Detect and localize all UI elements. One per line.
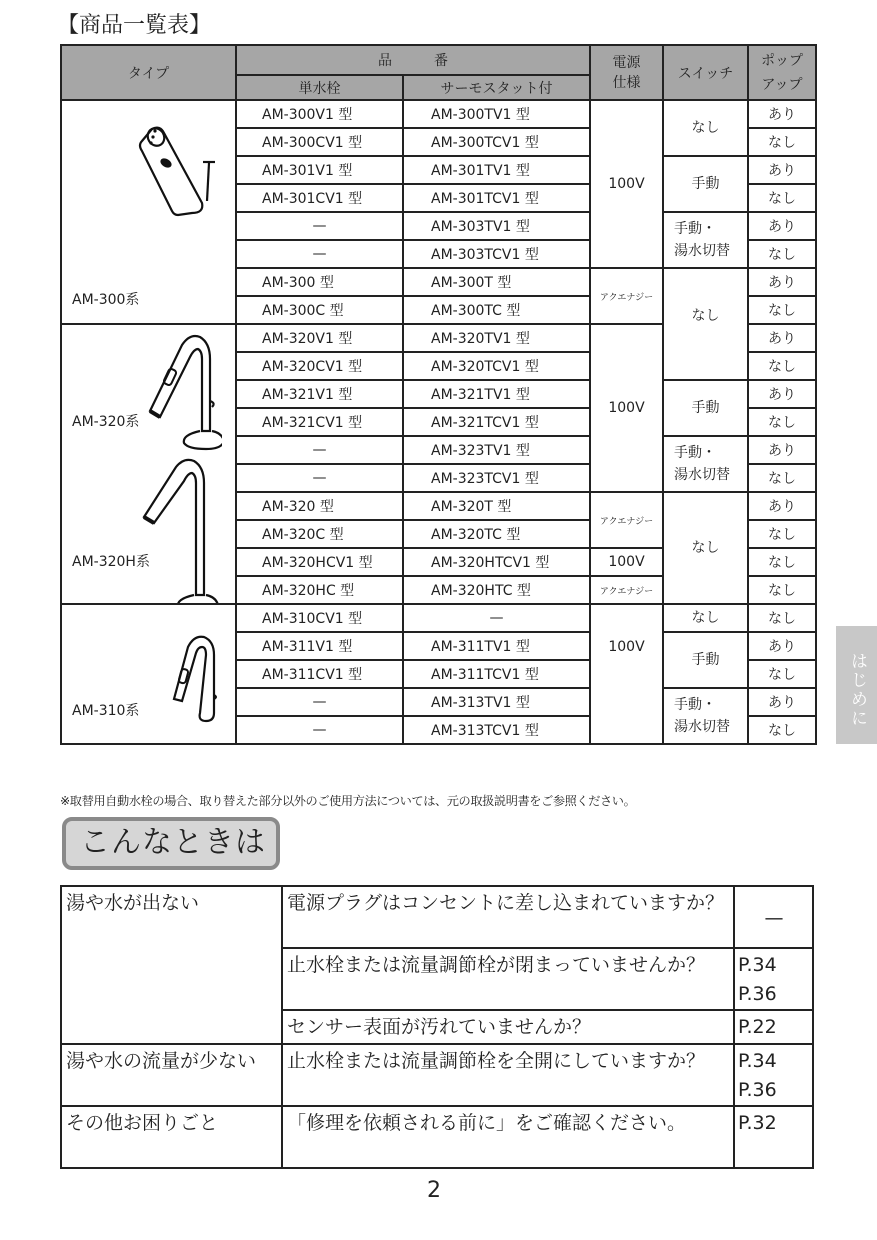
switch-cell: 手動・ 湯水切替 bbox=[663, 436, 748, 492]
single-model: AM-310CV1 型 bbox=[236, 604, 403, 632]
group-label-am300: AM-300系 bbox=[72, 292, 140, 308]
popup-cell: あり bbox=[748, 268, 816, 296]
switch-cell: 手動 bbox=[663, 632, 748, 688]
page-number: 2 bbox=[427, 1178, 441, 1203]
single-model: AM-320CV1 型 bbox=[236, 352, 403, 380]
thermo-model: AM-300T 型 bbox=[403, 268, 590, 296]
faq-ref: P.32 bbox=[734, 1106, 813, 1168]
faq-row bbox=[61, 886, 813, 948]
faq-check: センサー表面が汚れていませんか？ bbox=[282, 1010, 734, 1044]
popup-cell: あり bbox=[748, 324, 816, 352]
thermo-model: AM-300TV1 型 bbox=[403, 100, 590, 128]
power-cell: 100V bbox=[590, 324, 663, 492]
thermo-model: — bbox=[403, 604, 590, 632]
thermo-model: AM-300TC 型 bbox=[403, 296, 590, 324]
thermo-model: AM-323TV1 型 bbox=[403, 436, 590, 464]
header-model-number: 品 番 bbox=[236, 45, 590, 75]
power-cell: 100V bbox=[590, 548, 663, 576]
faq-ref: — bbox=[734, 886, 813, 948]
single-model: — bbox=[236, 464, 403, 492]
single-model: AM-301CV1 型 bbox=[236, 184, 403, 212]
popup-cell: なし bbox=[748, 408, 816, 436]
single-model: — bbox=[236, 688, 403, 716]
faq-symptom: 湯や水が出ない bbox=[61, 886, 282, 1044]
faucet-am310-illustration bbox=[170, 633, 220, 723]
faq-symptom: その他お困りごと bbox=[61, 1106, 282, 1168]
faq-ref: P.34 P.36 bbox=[734, 1044, 813, 1106]
switch-cell: 手動・ 湯水切替 bbox=[663, 212, 748, 268]
single-model: AM-300 型 bbox=[236, 268, 403, 296]
power-cell: アクエナジー bbox=[590, 576, 663, 604]
single-model: AM-320HC 型 bbox=[236, 576, 403, 604]
header-type: タイプ bbox=[61, 45, 236, 100]
type-cell-am300 bbox=[61, 100, 236, 324]
type-cell-am320 bbox=[61, 324, 236, 604]
thermo-model: AM-303TV1 型 bbox=[403, 212, 590, 240]
switch-cell: なし bbox=[663, 492, 748, 604]
faucet-am320h-illustration bbox=[134, 455, 224, 604]
thermo-model: AM-311TCV1 型 bbox=[403, 660, 590, 688]
faq-check: 止水栓または流量調節栓が閉まっていませんか？ bbox=[282, 948, 734, 1010]
power-cell: アクエナジー bbox=[590, 492, 663, 548]
single-model: AM-321V1 型 bbox=[236, 380, 403, 408]
product-list-table bbox=[60, 44, 817, 745]
thermo-model: AM-320TV1 型 bbox=[403, 324, 590, 352]
group-label-am310: AM-310系 bbox=[72, 703, 140, 719]
single-model: AM-320HCV1 型 bbox=[236, 548, 403, 576]
popup-cell: なし bbox=[748, 240, 816, 268]
single-model: AM-300CV1 型 bbox=[236, 128, 403, 156]
switch-cell: なし bbox=[663, 100, 748, 156]
popup-cell: なし bbox=[748, 604, 816, 632]
thermo-model: AM-321TCV1 型 bbox=[403, 408, 590, 436]
popup-cell: なし bbox=[748, 296, 816, 324]
popup-cell: あり bbox=[748, 492, 816, 520]
faucet-am300-illustration bbox=[134, 121, 224, 221]
switch-cell: なし bbox=[663, 604, 748, 632]
single-model: AM-311V1 型 bbox=[236, 632, 403, 660]
popup-cell: あり bbox=[748, 688, 816, 716]
faq-check: 電源プラグはコンセントに差し込まれていますか？ bbox=[282, 886, 734, 948]
popup-cell: あり bbox=[748, 380, 816, 408]
single-model: AM-300V1 型 bbox=[236, 100, 403, 128]
header-power: 電源 仕様 bbox=[590, 45, 663, 100]
popup-cell: あり bbox=[748, 632, 816, 660]
header-switch: スイッチ bbox=[663, 45, 748, 100]
header-popup: ポップ アップ bbox=[748, 45, 816, 100]
faq-table bbox=[60, 885, 814, 1169]
popup-cell: なし bbox=[748, 576, 816, 604]
faq-ref: P.34 P.36 bbox=[734, 948, 813, 1010]
thermo-model: AM-313TCV1 型 bbox=[403, 716, 590, 744]
single-model: — bbox=[236, 212, 403, 240]
single-model: — bbox=[236, 436, 403, 464]
switch-cell: なし bbox=[663, 268, 748, 380]
popup-cell: あり bbox=[748, 212, 816, 240]
popup-cell: なし bbox=[748, 352, 816, 380]
group-label-am320h: AM-320H系 bbox=[72, 554, 150, 570]
side-tab-introduction[interactable] bbox=[836, 626, 877, 744]
header-single: 単水栓 bbox=[236, 75, 403, 100]
switch-cell: 手動 bbox=[663, 156, 748, 212]
faq-ref: P.22 bbox=[734, 1010, 813, 1044]
thermo-model: AM-303TCV1 型 bbox=[403, 240, 590, 268]
thermo-model: AM-321TV1 型 bbox=[403, 380, 590, 408]
faq-symptom: 湯や水の流量が少ない bbox=[61, 1044, 282, 1106]
popup-cell: なし bbox=[748, 464, 816, 492]
thermo-model: AM-301TCV1 型 bbox=[403, 184, 590, 212]
thermo-model: AM-320TCV1 型 bbox=[403, 352, 590, 380]
power-cell: 100V bbox=[590, 100, 663, 268]
thermo-model: AM-313TV1 型 bbox=[403, 688, 590, 716]
single-model: AM-300C 型 bbox=[236, 296, 403, 324]
popup-cell: なし bbox=[748, 520, 816, 548]
faq-row bbox=[61, 1044, 813, 1106]
table-row bbox=[61, 604, 816, 632]
single-model: — bbox=[236, 240, 403, 268]
power-cell: アクエナジー bbox=[590, 268, 663, 324]
single-model: AM-321CV1 型 bbox=[236, 408, 403, 436]
single-model: AM-301V1 型 bbox=[236, 156, 403, 184]
type-cell-am310 bbox=[61, 604, 236, 744]
thermo-model: AM-311TV1 型 bbox=[403, 632, 590, 660]
faq-row bbox=[61, 1106, 813, 1168]
thermo-model: AM-320HTC 型 bbox=[403, 576, 590, 604]
table-row bbox=[61, 100, 816, 128]
header-thermostat: サーモスタット付 bbox=[403, 75, 590, 100]
faq-check: 「修理を依頼される前に」をご確認ください。 bbox=[282, 1106, 734, 1168]
footnote: ※取替用自動水栓の場合、取り替えた部分以外のご使用方法については、元の取扱説明書をご参照ください。 bbox=[60, 794, 636, 808]
popup-cell: なし bbox=[748, 548, 816, 576]
popup-cell: あり bbox=[748, 156, 816, 184]
single-model: AM-311CV1 型 bbox=[236, 660, 403, 688]
faucet-am320-illustration bbox=[142, 331, 222, 451]
switch-cell: 手動・ 湯水切替 bbox=[663, 688, 748, 744]
section-badge: こんなときは bbox=[62, 817, 280, 870]
popup-cell: なし bbox=[748, 660, 816, 688]
popup-cell: あり bbox=[748, 436, 816, 464]
popup-cell: なし bbox=[748, 716, 816, 744]
popup-cell: あり bbox=[748, 100, 816, 128]
faq-check: 止水栓または流量調節栓を全開にしていますか？ bbox=[282, 1044, 734, 1106]
page-title: 【商品一覧表】 bbox=[57, 13, 212, 38]
power-cell: 100V bbox=[590, 604, 663, 744]
switch-cell: 手動 bbox=[663, 380, 748, 436]
thermo-model: AM-301TV1 型 bbox=[403, 156, 590, 184]
popup-cell: なし bbox=[748, 128, 816, 156]
thermo-model: AM-320TC 型 bbox=[403, 520, 590, 548]
side-tab-label: はじめに bbox=[847, 652, 867, 728]
thermo-model: AM-320HTCV1 型 bbox=[403, 548, 590, 576]
popup-cell: なし bbox=[748, 184, 816, 212]
thermo-model: AM-300TCV1 型 bbox=[403, 128, 590, 156]
single-model: — bbox=[236, 716, 403, 744]
thermo-model: AM-320T 型 bbox=[403, 492, 590, 520]
single-model: AM-320 型 bbox=[236, 492, 403, 520]
group-label-am320: AM-320系 bbox=[72, 414, 140, 430]
single-model: AM-320C 型 bbox=[236, 520, 403, 548]
thermo-model: AM-323TCV1 型 bbox=[403, 464, 590, 492]
single-model: AM-320V1 型 bbox=[236, 324, 403, 352]
